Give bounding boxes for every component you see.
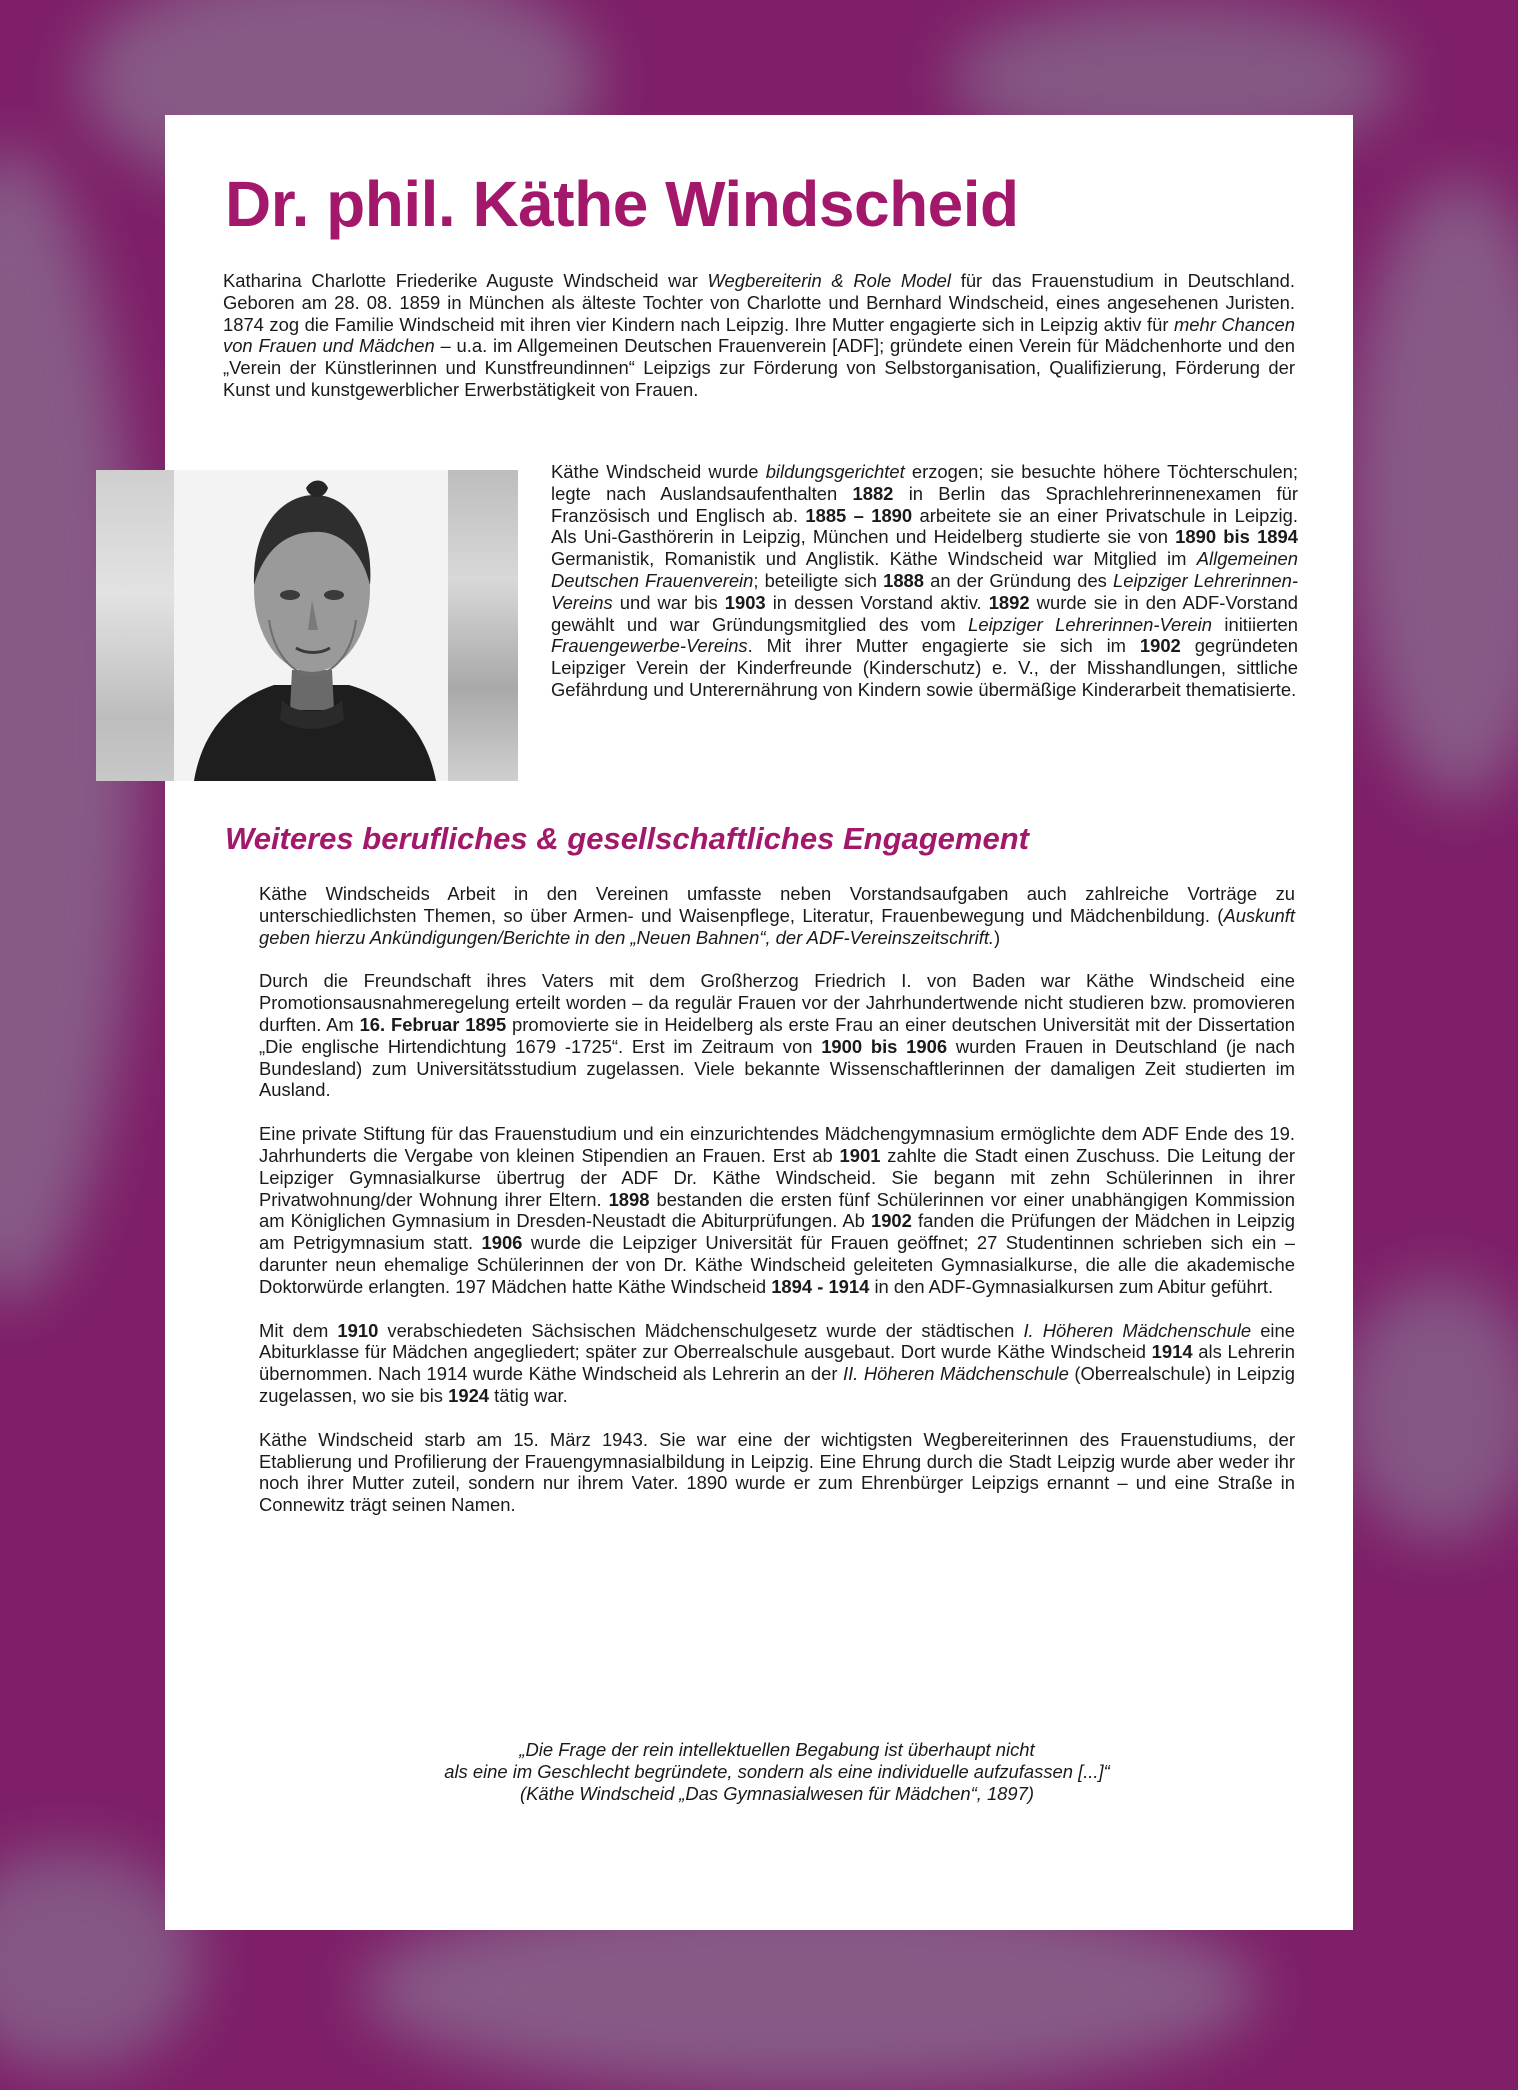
portrait-image <box>96 470 518 781</box>
page-title: Dr. phil. Käthe Windscheid <box>225 168 1019 240</box>
background-texture <box>1350 180 1518 800</box>
emphasis: Frauengewerbe-Vereins <box>551 635 748 657</box>
text-run: Käthe Windscheids Arbeit in den Vereinen umfasste neben Vorstandsaufgaben auch zahlreiche Vorträge zu unterschiedlichsten Themen, so über Armen- und Waisenpflege, Literatur, Frauenbewegung und Mädchenbildung. ( <box>259 883 1295 926</box>
bold-year: 1894 - 1914 <box>771 1275 870 1297</box>
emphasis: Auskunft geben hierzu Ankündigungen/Berichte in den „Neuen Bahnen“, der ADF-Vereinszeitschrift. <box>259 904 1295 948</box>
bold-year: 1901 <box>839 1144 881 1166</box>
text-run: ; beteiligte sich <box>753 569 884 591</box>
text-run: ) <box>994 926 1001 948</box>
text-run: gegründeten Leipziger Verein der Kinderfreunde (Kinderschutz) e. V., der Misshandlungen, sittliche Gefährdung und Unterernährung von Kindern sowie übermäßige Kinderarbeit thematisierte. <box>551 635 1298 700</box>
text-run: als Lehrerin übernommen. Nach 1914 wurde Käthe Windscheid als Lehrerin an der <box>259 1341 1295 1385</box>
intro-paragraph <box>223 270 1295 401</box>
quote-line: als eine im Geschlecht begründete, sondern als eine individuelle aufzufassen [...]“ <box>444 1761 1110 1782</box>
bold-year: 1892 <box>988 591 1030 613</box>
text-run: für das Frauenstudium in Deutschland. Geboren am 28. 08. 1859 in München als älteste Tochter von Charlotte und Bernhard Windscheid, eines angesehenen Juristen. 1874 zog die Familie Windscheid mit ihren vier Kindern nach Leipzig. Ihre Mutter engagierte sich in Leipzig aktiv für <box>223 270 1295 335</box>
text-run: eine Abiturklasse für Mädchen angegliedert; später zur Oberrealschule ausgebaut. Dort wurde Käthe Windscheid <box>259 1319 1295 1363</box>
text-run: bestanden die ersten fünf Schülerinnen vor einer unabhängigen Kommission am Königlichen Gymnasium in Dresden-Neustadt die Abiturprüfungen. Ab <box>259 1188 1296 1232</box>
text-run: an der Gründung des <box>924 569 1113 591</box>
bio-paragraph <box>551 461 1298 701</box>
emphasis: Wegbereiterin & Role Model <box>707 270 951 291</box>
bold-year: 1900 bis 1906 <box>821 1035 948 1057</box>
text-run: Katharina Charlotte Friederike Auguste Windscheid war <box>223 270 708 291</box>
text-run: in den ADF-Gymnasialkursen zum Abitur geführt. <box>869 1275 1274 1297</box>
text-run: Germanistik, Romanistik und Anglistik. Käthe Windscheid war Mitglied im <box>551 548 1197 570</box>
paragraph-death: Käthe Windscheid starb am 15. März 1943. Sie war eine der wichtigsten Wegbereiterinnen des Frauenstudiums, der Etablierung und Profilierung der Frauengymnasialbildung in Leipzig. Eine Ehrung durch die Stadt Leipzig wurde aber weder ihr noch ihrer Mutter zuteil, sondern nur ihrem Vater. 1890 wurde er zum Ehrenbürger Leipzigs ernannt – und eine Straße in Connewitz trägt seinen Namen. <box>259 1428 1295 1516</box>
background-texture <box>1340 1280 1518 1540</box>
text-run: initiierten <box>1211 613 1298 635</box>
paragraph-lectures <box>259 883 1295 948</box>
engagement-section <box>259 883 1295 1538</box>
portrait-frame-left <box>96 470 174 781</box>
bold-year: 1924 <box>448 1384 490 1406</box>
text-run: . Mit ihrer Mutter engagierte sie sich im <box>747 635 1140 657</box>
portrait-photo <box>174 470 448 781</box>
bold-year: 1914 <box>1151 1341 1193 1363</box>
quote-source: (Käthe Windscheid „Das Gymnasialwesen für Mädchen“, 1897) <box>520 1783 1034 1804</box>
text-run: Mit dem <box>259 1319 338 1341</box>
text-run: Käthe Windscheid wurde <box>551 461 766 482</box>
text-run: promovierte sie in Heidelberg als erste Frau an einer deutschen Universität mit der Dissertation „Die englische Hirtendichtung 1679 -1725“. Erst im Zeitraum von <box>259 1013 1296 1057</box>
text-run: und war bis <box>612 591 725 613</box>
emphasis: Leipziger Lehrerinnen-Vereins <box>551 569 1298 613</box>
emphasis: II. Höheren Mädchenschule <box>843 1363 1069 1385</box>
emphasis: Leipziger Lehrerinnen-Verein <box>968 613 1212 635</box>
text-run: in dessen Vorstand aktiv. <box>765 591 989 613</box>
bold-year: 16. Februar 1895 <box>359 1013 507 1035</box>
paragraph-doctorate <box>259 970 1295 1101</box>
text-run: – u.a. im Allgemeinen Deutschen Frauenverein [ADF]; gründete einen Verein für Mädchenhorte und den „Verein der Künstlerinnen und Kunstfreundinnen“ Leipzigs zur Förderung von Selbstorganisation, Qualifizierung, Förderung der Kunst und kunstgewerblicher Erwerbstätigkeit von Frauen. <box>223 335 1296 400</box>
bold-year: 1902 <box>1139 635 1181 657</box>
quote-line: „Die Frage der rein intellektuellen Begabung ist überhaupt nicht <box>519 1739 1035 1760</box>
emphasis: mehr Chancen von Frauen und Mädchen <box>223 313 1295 357</box>
portrait-illustration <box>174 470 448 781</box>
text-run: (Oberrealschule) in Leipzig zugelassen, wo sie bis <box>259 1363 1295 1406</box>
text-run: tätig war. <box>489 1384 568 1406</box>
bold-year: 1902 <box>870 1210 912 1232</box>
text-run: Eine private Stiftung für das Frauenstudium und ein einzurichtendes Mädchengymnasium ermöglichte dem ADF Ende des 19. Jahrhunderts die Vergabe von kleinen Stipendien an Frauen. Erst ab <box>259 1123 1295 1166</box>
text-run: zahlte die Stadt einen Zuschuss. Die Leitung der Leipziger Gymnasialkurse übertrug der ADF Dr. Käthe Windscheid. Sie begann mit zehn Schülerinnen in ihrer Privatwohnung/der Wohnung ihrer Eltern. <box>259 1144 1295 1210</box>
content-card <box>165 115 1353 1930</box>
emphasis: bildungsgerichtet <box>765 461 905 482</box>
emphasis: Allgemeinen Deutschen Frauenverein <box>551 548 1298 591</box>
text-run: verabschiedeten Sächsischen Mädchenschulgesetz wurde der städtischen <box>378 1319 1024 1341</box>
emphasis: I. Höheren Mädchenschule <box>1023 1319 1252 1341</box>
bold-year: 1906 <box>481 1232 523 1254</box>
bold-year: 1885 – 1890 <box>805 504 913 526</box>
bold-year: 1910 <box>337 1319 379 1341</box>
text-run: arbeitete sie an einer Privatschule in Leipzig. Als Uni-Gasthörerin in Leipzig, München und Heidelberg studierte sie von <box>551 504 1298 548</box>
section-heading: Weiteres berufliches & gesellschaftliches Engagement <box>225 821 1029 856</box>
text-run: wurde sie in den ADF-Vorstand gewählt und war Gründungsmitglied des vom <box>551 591 1298 635</box>
text-run: in Berlin das Sprachlehrerinnenexamen für Französisch und Englisch ab. <box>551 482 1298 526</box>
quote-block <box>259 1739 1295 1805</box>
paragraph-gymnasium <box>259 1123 1295 1297</box>
text-run: wurde die Leipziger Universität für Frauen geöffnet; 27 Studentinnen schrieben sich ein – darunter neun ehemalige Schülerinnen der von Dr. Käthe Windscheid geleiteten Gymnasialkurse, die alle die akademische Doktorwürde erlangten. 197 Mädchen hatte Käthe Windscheid <box>259 1232 1295 1297</box>
text-run: fanden die Prüfungen der Mädchen in Leipzig am Petrigymnasium statt. <box>259 1210 1295 1254</box>
paragraph-school-law <box>259 1320 1295 1407</box>
bold-year: 1888 <box>883 569 925 591</box>
bold-year: 1890 bis 1894 <box>1175 526 1298 548</box>
text-run: Durch die Freundschaft ihres Vaters mit dem Großherzog Friedrich I. von Baden war Käthe Windscheid eine Promotionsausnahmeregelung erteilt worden – da regulär Frauen vor der Jahrhundertwende nicht studieren bzw. promovieren durften. Am <box>259 970 1295 1035</box>
text-run: erzogen; sie besuchte höhere Töchterschulen; legte nach Auslandsaufenthalten <box>551 461 1299 504</box>
portrait-frame-right <box>448 470 518 781</box>
text-run: wurden Frauen in Deutschland (je nach Bundesland) zum Universitätsstudium zugelassen. Viele bekannte Wissenschaftlerinnen der damaligen Zeit studierten im Ausland. <box>259 1035 1295 1101</box>
bold-year: 1903 <box>724 591 766 613</box>
bold-year: 1882 <box>852 482 894 504</box>
bold-year: 1898 <box>608 1188 650 1210</box>
